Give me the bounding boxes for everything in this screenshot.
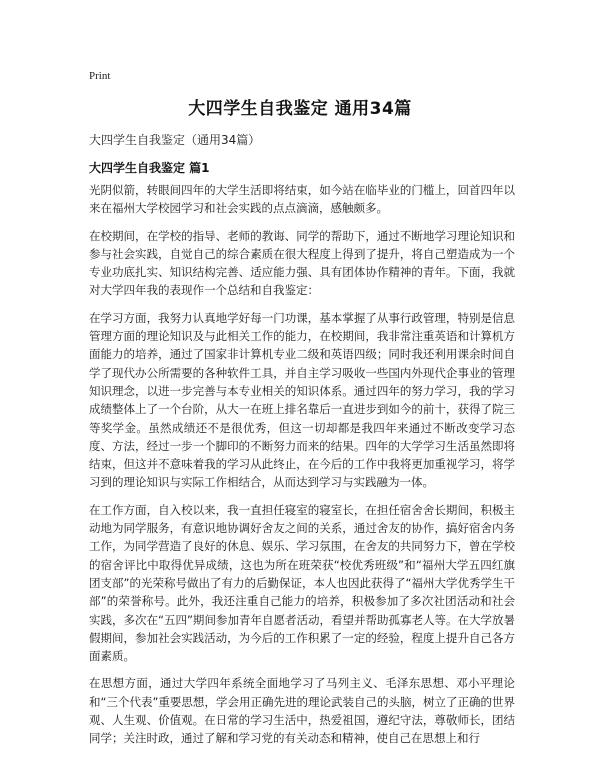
paragraph: 在思想方面，通过大学四年系统全面地学习了马列主义、毛泽东思想、邓小平理论和“三个代表”重要思想，学会用正确先进的理论武装自己的头脑，树立了正确的世界观、人生观、价值观。在日常的学习生活中，热爱祖国，遵纪守法，尊敬师长，团结同学；关注时政，通过了解和学习党的有关动态和精神，使自己在思想上和行 <box>89 676 515 746</box>
paragraph: 在学习方面，我努力认真地学好每一门功课，基本掌握了从事行政管理，特别是信息管理方面的理论知识及与此相关工作的能力，在校期间，我非常注重英语和计算机方面能力的培养，通过了国家非计算机专业二级和英语四级；同时我还利用课余时间自学了现代办公所需要的各种软件工具，并自主学习吸收一些国内外现代企事业的管理知识理念，以进一步完善与本专业相关的知识体系。通过四年的努力学习，我的学习成绩整体上了一个台阶，从大一在班上排名靠后一直进步到如今的前十，获得了院三等奖学金。虽然成绩还不是很优秀，但这一切却都是我四年来通过不断改变学习态度、方法，经过一步一个脚印的不断努力而来的结果。四年的大学学习生活虽然即将结束，但这并不意味着我的学习从此终止，在今后的工作中我将更加重视学习，将学习到的理论知识与实际工作相结合，从而达到学习与实践融为一体。 <box>89 310 515 490</box>
page-title: 大四学生自我鉴定 通用34篇 <box>188 99 412 119</box>
section-heading: 大四学生自我鉴定 篇1 <box>89 161 210 175</box>
paragraph: 在工作方面，自入校以来，我一直担任寝室的寝室长，在担任宿舍舍长期间，积极主动地为同学服务，有意识地协调好舍友之间的关系，通过舍友的协作，搞好宿舍内务工作，为同学营造了良好的休息、娱乐、学习氛围，在舍友的共同努力下，曾在学校的宿舍评比中取得优异成绩，这也为所在班荣获“校优秀班级”和“福州大学五四红旗团支部”的光荣称号做出了有力的后勤保证，本人也因此获得了“福州大学优秀学生干部”的荣誉称号。此外，我还注重自己能力的培养，积极参加了多次社团活动和社会实践，多次在“五四”期间参加青年自愿者活动，看望并帮助孤寡老人等。在大学放暑假期间，参加社会实践活动，为今后的工作积累了一定的经验，程度上提升自己各方面素质。 <box>89 502 515 664</box>
paragraph: 在校期间，在学校的指导、老师的教诲、同学的帮助下，通过不断地学习理论知识和参与社会实践，自觉自己的综合素质在很大程度上得到了提升，将自己塑造成为一个专业功底扎实、知识结构完善、适应能力强、具有团体协作精神的青年。下面，我就对大学四年我的表现作一个总结和自我鉴定： <box>89 228 515 298</box>
document-subtitle: 大四学生自我鉴定（通用34篇） <box>89 133 261 147</box>
paragraph: 光阴似箭，转眼间四年的大学生活即将结束，如今站在临毕业的门槛上，回首四年以来在福州大学校园学习和社会实践的点点滴滴，感触颇多。 <box>89 183 515 216</box>
print-link[interactable]: Print <box>89 70 111 82</box>
document-body <box>89 181 515 757</box>
